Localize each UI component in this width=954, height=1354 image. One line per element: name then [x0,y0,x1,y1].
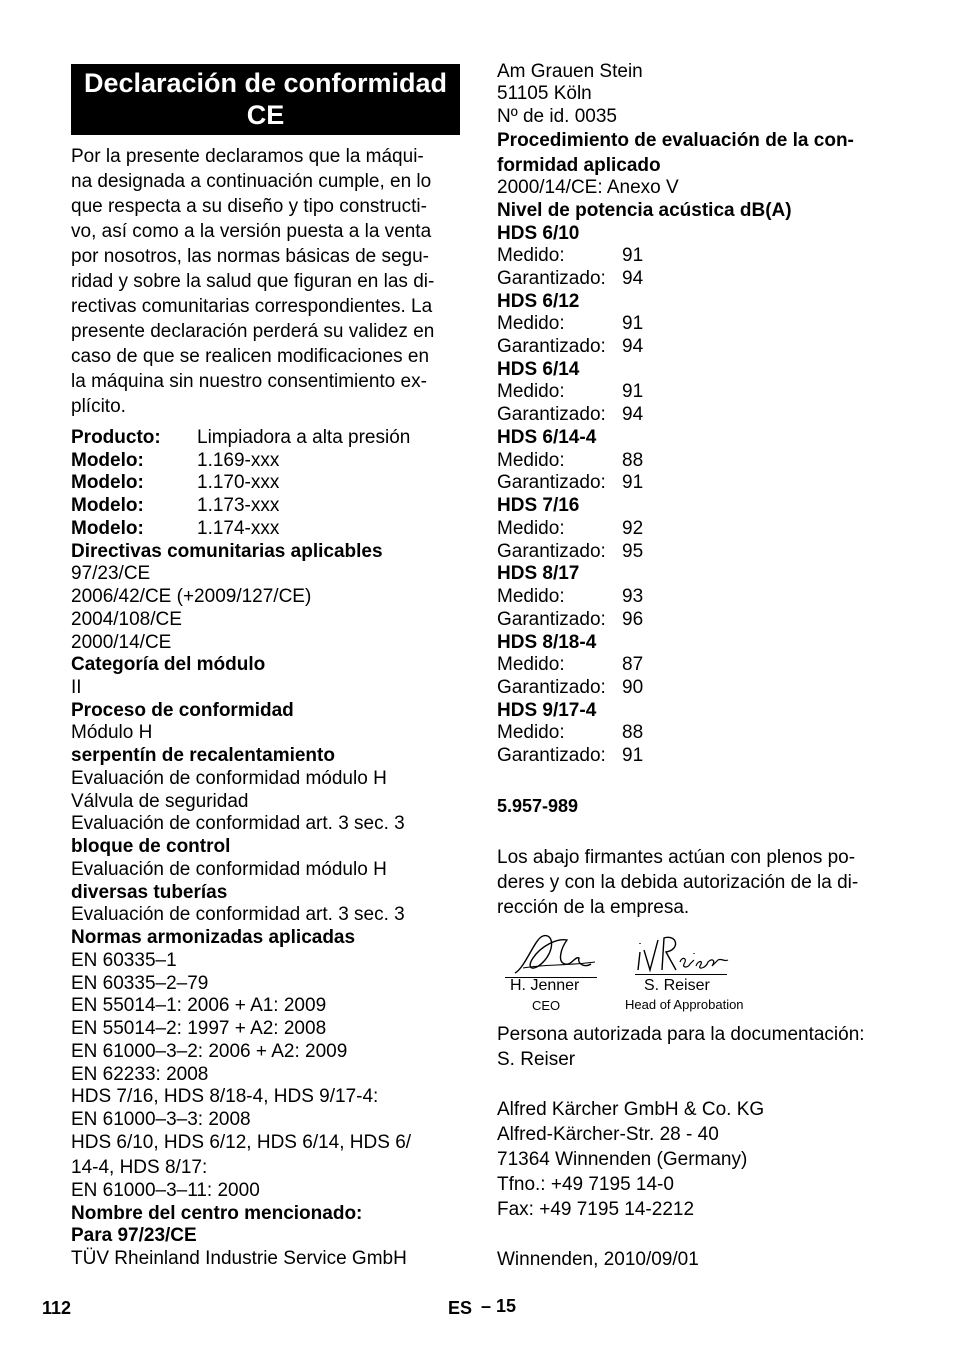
company-line: Alfred-Kärcher-Str. 28 - 40 [497,1124,719,1145]
centro-heading: Nombre del centro mencionado: [71,1203,363,1224]
medido-value: 88 [622,722,644,743]
norma-line: EN 55014–1: 2006 + A1: 2009 [71,995,327,1016]
categoria-value: II [71,677,82,698]
directiva-item: 2006/42/CE (+2009/127/CE) [71,586,312,607]
garantizado-value: 91 [622,745,644,766]
centro-address-line: 51105 Köln [497,83,592,104]
modelo-value: 1.173-xxx [197,495,280,516]
norma-line: EN 60335–2–79 [71,973,209,994]
company-line: 71364 Winnenden (Germany) [497,1149,748,1170]
acustica-model-name: HDS 6/14 [497,359,580,380]
firmantes-line: Los abajo firmantes actúan con plenos po- [497,847,856,868]
modelo-label: Modelo: [71,518,144,539]
intro-line: na designada a continuación cumple, en lo [71,171,432,192]
norma-line: EN 61000–3–3: 2008 [71,1109,251,1130]
serpentin-heading: serpentín de recalentamiento [71,745,335,766]
medido-value: 91 [622,245,644,266]
medido-label: Medido: [497,654,565,675]
acustica-heading: Nivel de potencia acústica dB(A) [497,200,792,221]
intro-line: por nosotros, las normas básicas de segu- [71,246,430,267]
company-line: Fax: +49 7195 14-2212 [497,1199,695,1220]
serpentin-line: Evaluación de conformidad art. 3 sec. 3 [71,813,405,834]
firmantes-line: rección de la empresa. [497,897,690,918]
medido-label: Medido: [497,245,565,266]
garantizado-value: 96 [622,609,644,630]
signature-reiser [632,930,732,975]
normas-heading: Normas armonizadas aplicadas [71,927,356,948]
page-title [71,64,460,135]
medido-value: 88 [622,450,644,471]
garantizado-label: Garantizado: [497,268,606,289]
centro-name: TÜV Rheinland Industrie Service GmbH [71,1248,407,1269]
garantizado-label: Garantizado: [497,404,606,425]
acustica-model-name: HDS 8/17 [497,563,580,584]
directiva-item: 2004/108/CE [71,609,182,630]
garantizado-label: Garantizado: [497,609,606,630]
norma-line: EN 60335–1 [71,950,177,971]
garantizado-value: 94 [622,268,644,289]
modelo-value: 1.174-xxx [197,518,280,539]
document-number: 5.957-989 [497,796,579,816]
medido-label: Medido: [497,381,565,402]
garantizado-label: Garantizado: [497,336,606,357]
medido-value: 93 [622,586,644,607]
garantizado-value: 90 [622,677,644,698]
company-line: Tfno.: +49 7195 14-0 [497,1174,674,1195]
signatory-name-jenner: H. Jenner [510,977,580,994]
modelo-label: Modelo: [71,495,144,516]
garantizado-label: Garantizado: [497,472,606,493]
directiva-item: 2000/14/CE [71,632,172,653]
norma-line: HDS 6/10, HDS 6/12, HDS 6/14, HDS 6/ [71,1132,412,1153]
page-title-text: Declaración de conformidad CE [83,68,448,130]
intro-line: que respecta a su diseño y tipo constructi- [71,196,427,217]
modelo-value: 1.170-xxx [197,472,280,493]
acustica-model-name: HDS 6/14-4 [497,427,597,448]
bloque-heading: bloque de control [71,836,231,857]
medido-label: Medido: [497,586,565,607]
serpentin-line: Evaluación de conformidad módulo H [71,768,387,789]
acustica-model-name: HDS 9/17-4 [497,700,597,721]
intro-line: caso de que se realicen modificaciones en [71,346,430,367]
procedimiento-heading: Procedimiento de evaluación de la con- [497,130,854,151]
medido-label: Medido: [497,518,565,539]
directiva-item: 97/23/CE [71,563,151,584]
garantizado-value: 91 [622,472,644,493]
medido-label: Medido: [497,450,565,471]
bloque-value: Evaluación de conformidad módulo H [71,859,387,880]
acustica-model-name: HDS 7/16 [497,495,580,516]
acustica-model-name: HDS 6/10 [497,223,580,244]
signatory-role-jenner: CEO [532,998,561,1013]
intro-line: presente declaración perderá su validez en [71,321,435,342]
modelo-label: Modelo: [71,450,144,471]
modelo-label: Modelo: [71,472,144,493]
categoria-heading: Categoría del módulo [71,654,266,675]
modelo-value: 1.169-xxx [197,450,280,471]
persona-line: S. Reiser [497,1049,576,1070]
tuberias-heading: diversas tuberías [71,882,228,903]
producto-value: Limpiadora a alta presión [197,427,411,448]
norma-line: EN 55014–2: 1997 + A2: 2008 [71,1018,327,1039]
intro-line: rectivas comunitarias correspondientes. La [71,296,433,317]
garantizado-value: 94 [622,404,644,425]
intro-line: plícito. [71,396,126,417]
signatory-role-reiser: Head of Approbation [625,997,744,1012]
acustica-model-name: HDS 6/12 [497,291,580,312]
place-date: Winnenden, 2010/09/01 [497,1249,699,1270]
centro-subheading: Para 97/23/CE [71,1225,197,1246]
signature-line-reiser [635,974,727,975]
persona-line: Persona autorizada para la documentación: [497,1024,865,1045]
page-number: 112 [42,1298,72,1318]
intro-line: ridad y sobre la salud que figuran en las di- [71,271,435,292]
medido-label: Medido: [497,313,565,334]
company-line: Alfred Kärcher GmbH & Co. KG [497,1099,765,1120]
proceso-heading: Proceso de conformidad [71,700,294,721]
centro-address-line: Nº de id. 0035 [497,106,617,127]
intro-line: la máquina sin nuestro consentimiento ex- [71,371,427,392]
norma-line: EN 62233: 2008 [71,1064,209,1085]
acustica-model-name: HDS 8/18-4 [497,632,597,653]
intro-line: Por la presente declaramos que la máqui- [71,146,424,167]
medido-value: 91 [622,313,644,334]
firmantes-line: deres y con la debida autorización de la di- [497,872,859,893]
serpentin-line: Válvula de seguridad [71,791,249,812]
directivas-heading: Directivas comunitarias aplicables [71,541,383,562]
intro-line: vo, así como a la versión puesta a la venta [71,221,432,242]
garantizado-label: Garantizado: [497,677,606,698]
procedimiento-heading: formidad aplicado [497,155,661,176]
centro-address-line: Am Grauen Stein [497,61,643,82]
medido-label: Medido: [497,722,565,743]
medido-value: 92 [622,518,644,539]
norma-line: HDS 7/16, HDS 8/18-4, HDS 9/17-4: [71,1086,379,1107]
garantizado-value: 94 [622,336,644,357]
proceso-value: Módulo H [71,722,153,743]
signature-jenner [505,928,600,978]
garantizado-value: 95 [622,541,644,562]
norma-line: EN 61000–3–2: 2006 + A2: 2009 [71,1041,348,1062]
medido-value: 91 [622,381,644,402]
producto-label: Producto: [71,427,161,448]
section-label: ES [448,1298,473,1318]
garantizado-label: Garantizado: [497,541,606,562]
garantizado-label: Garantizado: [497,745,606,766]
procedimiento-value: 2000/14/CE: Anexo V [497,177,679,198]
medido-value: 87 [622,654,644,675]
signatory-name-reiser: S. Reiser [644,977,710,994]
tuberias-value: Evaluación de conformidad art. 3 sec. 3 [71,904,405,925]
norma-line: EN 61000–3–11: 2000 [71,1180,260,1201]
section-page: – 15 [481,1296,517,1316]
norma-line: 14-4, HDS 8/17: [71,1157,208,1178]
